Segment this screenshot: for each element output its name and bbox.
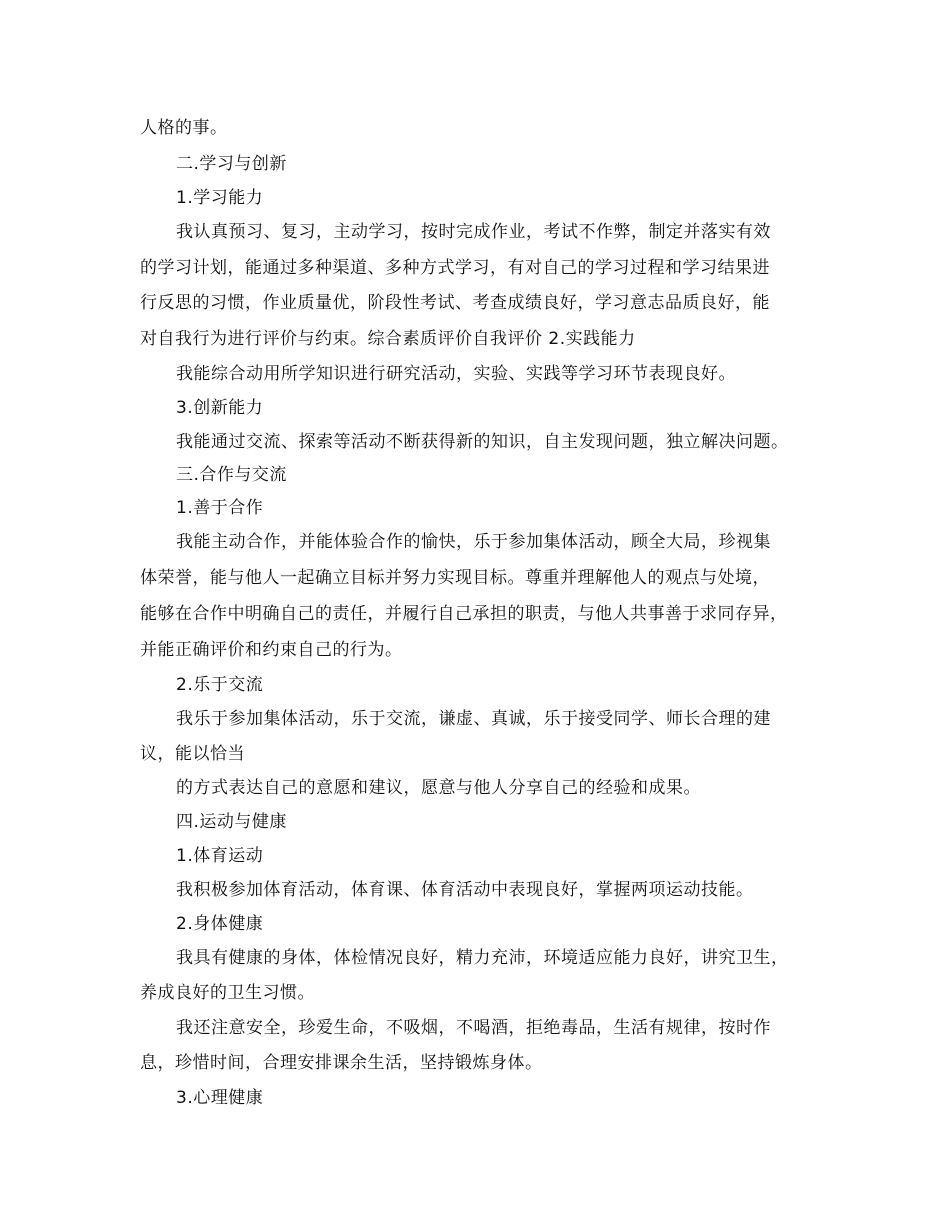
text-line: 对自我行为进行评价与约束。综合素质评价自我评价 2.实践能力 (140, 329, 636, 349)
text-line: 我认真预习、复习，主动学习，按时完成作业，考试不作弊，制定并落实有效 (176, 222, 771, 242)
subsection-heading: 3.创新能力 (176, 398, 264, 418)
text-line: 息，珍惜时间，合理安排课余生活，坚持锻炼身体。 (140, 1053, 543, 1073)
subsection-heading: 1.学习能力 (176, 188, 264, 208)
section-heading: 三.合作与交流 (176, 465, 287, 485)
subsection-heading: 2.身体健康 (176, 914, 264, 934)
text-line: 我积极参加体育活动，体育课、体育活动中表现良好，掌握两项运动技能。 (176, 880, 754, 900)
text-line: 我还注意安全，珍爱生命，不吸烟，不喝酒，拒绝毒品，生活有规律，按时作 (176, 1018, 771, 1038)
text-line: 我能综合动用所学知识进行研究活动，实验、实践等学习环节表现良好。 (176, 364, 736, 384)
section-heading: 二.学习与创新 (176, 154, 287, 174)
text-line: 体荣誉，能与他人一起确立目标并努力实现目标。尊重并理解他人的观点与处境， (140, 568, 770, 588)
text-line: 我具有健康的身体，体检情况良好，精力充沛，环境适应能力良好，讲究卫生， (176, 948, 789, 968)
section-heading: 四.运动与健康 (176, 812, 287, 832)
text-line: 行反思的习惯，作业质量优，阶段性考试、考查成绩良好，学习意志品质良好，能 (140, 293, 770, 313)
text-line: 人格的事。 (140, 118, 228, 138)
subsection-heading: 1.体育运动 (176, 846, 264, 866)
text-line: 我乐于参加集体活动，乐于交流，谦虚、真诚，乐于接受同学、师长合理的建 (176, 709, 771, 729)
subsection-heading: 2.乐于交流 (176, 675, 264, 695)
text-line: 的方式表达自己的意愿和建议，愿意与他人分享自己的经验和成果。 (176, 778, 701, 798)
text-line: 议，能以恰当 (140, 744, 245, 764)
text-line: 我能主动合作，并能体验合作的愉快，乐于参加集体活动，顾全大局，珍视集 (176, 532, 771, 552)
text-line: 并能正确评价和约束自己的行为。 (140, 640, 403, 660)
text-line: 能够在合作中明确自己的责任，并履行自己承担的职责，与他人共事善于求同存异， (140, 604, 788, 624)
subsection-heading: 3.心理健康 (176, 1088, 264, 1108)
text-line: 的学习计划，能通过多种渠道、多种方式学习，有对自己的学习过程和学习结果进 (140, 258, 770, 278)
text-line: 养成良好的卫生习惯。 (140, 983, 315, 1003)
subsection-heading: 1.善于合作 (176, 498, 264, 518)
text-line: 我能通过交流、探索等活动不断获得新的知识，自主发现问题，独立解决问题。 (176, 432, 789, 452)
